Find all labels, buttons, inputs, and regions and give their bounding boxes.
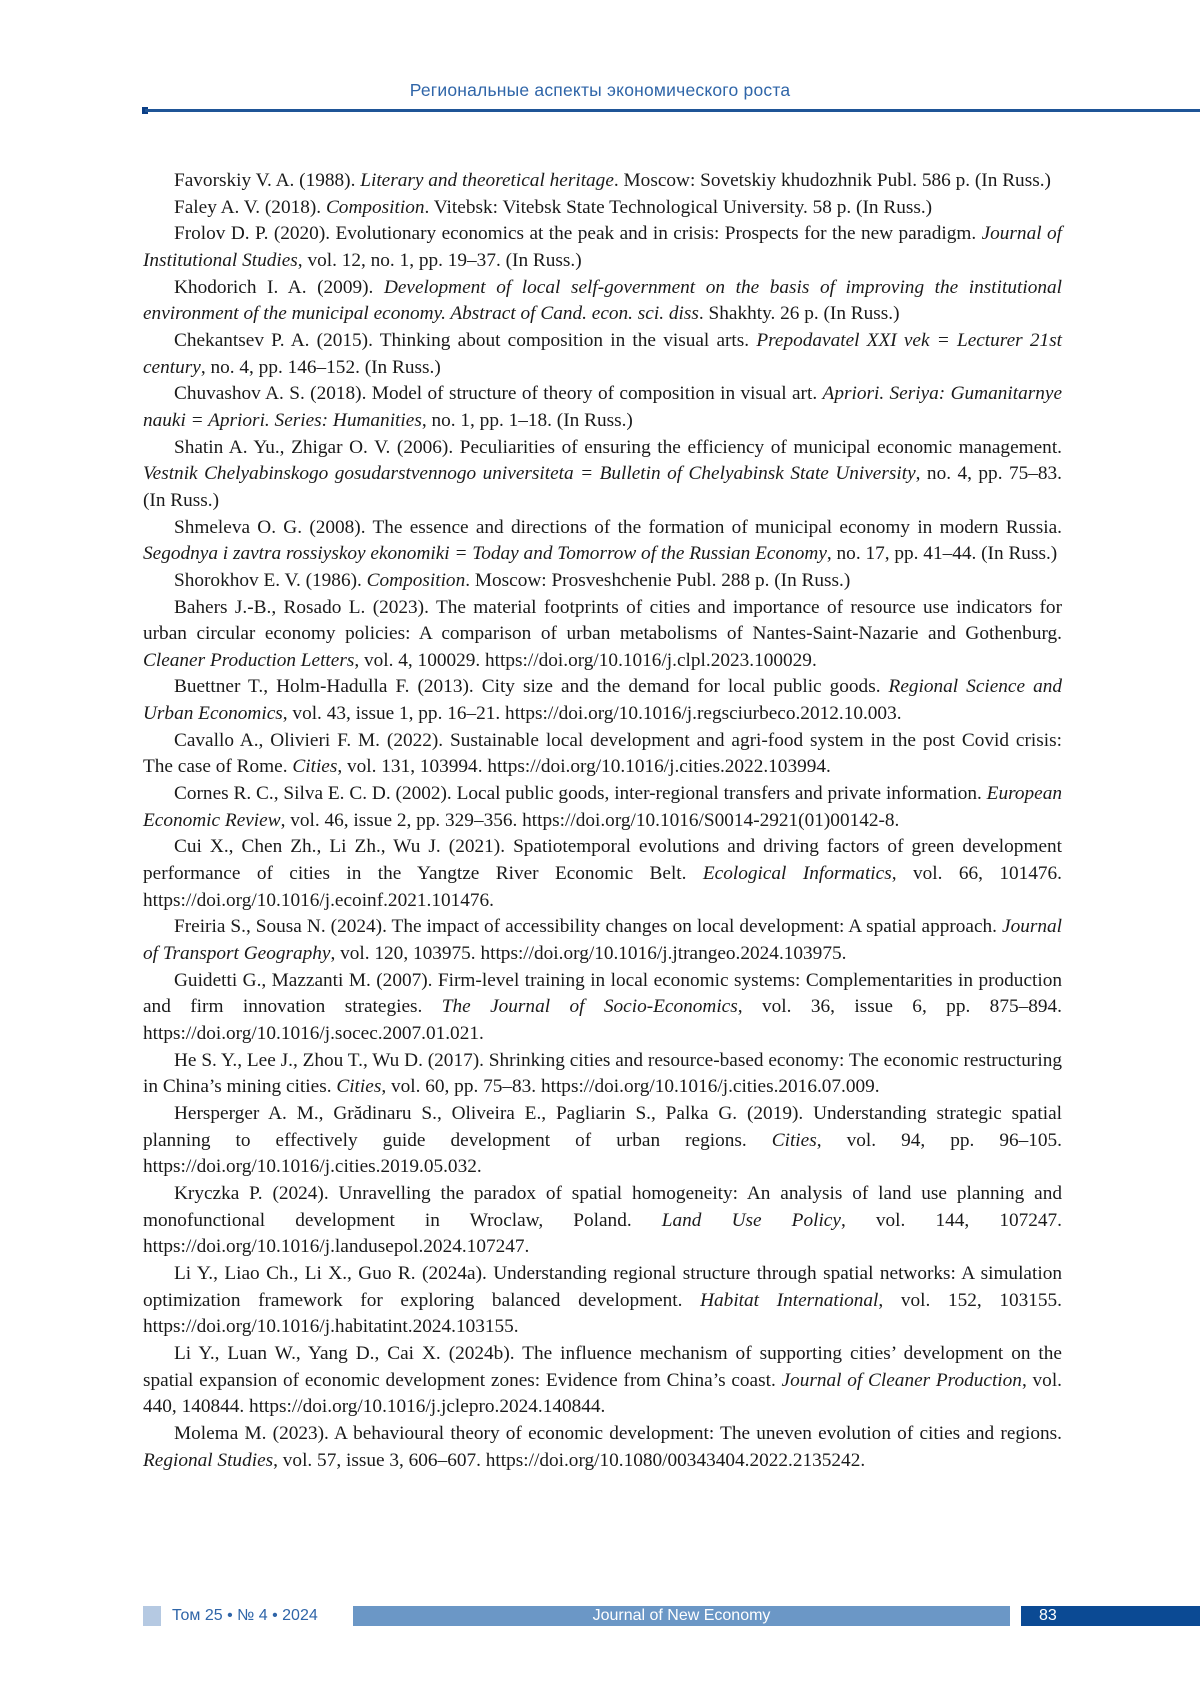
reference-text: , vol. 120, 103975. https://doi.org/10.1016/j.jtrangeo.2024.103975.	[330, 943, 847, 965]
reference-entry	[143, 195, 1062, 222]
reference-title: Journal of Cleaner Production	[781, 1369, 1022, 1391]
reference-title: Regional Studies	[143, 1449, 274, 1471]
reference-text: , vol. 36, issue 6, pp. 875–894. https://doi.org/10.1016/j.socec.2007.01.021.	[143, 996, 1062, 1044]
reference-text: Chuvashov A. S. (2018). Model of structure of theory of composition in visual art.	[174, 383, 823, 405]
reference-text: , vol. 12, no. 1, pp. 19–37. (In Russ.)	[297, 249, 582, 271]
reference-entry	[143, 221, 1062, 274]
reference-entry	[143, 1101, 1062, 1181]
page-number: 83	[1021, 1606, 1200, 1626]
reference-text: Hersperger A. M., Grădinaru S., Oliveira E., Pagliarin S., Palka G. (2019). Understanding strategic spatial planning to effectively guide development of urban regions.	[143, 1102, 1062, 1151]
reference-title: Journal of Institutional Studies	[143, 223, 1062, 271]
reference-text: , no. 17, pp. 41–44. (In Russ.)	[826, 543, 1058, 565]
reference-entry	[143, 1048, 1062, 1101]
reference-title: Journal of Transport Geography	[143, 916, 1062, 965]
reference-text: , vol. 60, pp. 75–83. https://doi.org/10.1016/j.cities.2016.07.009.	[381, 1076, 880, 1098]
header-rule	[145, 109, 1200, 112]
reference-text: , no. 4, pp. 146–152. (In Russ.)	[200, 356, 441, 378]
reference-text: Shatin A. Yu., Zhigar O. V. (2006). Peculiarities of ensuring the efficiency of municipal economic management.	[174, 436, 1062, 458]
reference-title: Prepodavatel XXI vek = Lecturer 21st century	[143, 329, 1063, 378]
reference-entry	[143, 435, 1062, 515]
reference-title: Cleaner Production Letters	[143, 649, 355, 671]
reference-entry	[143, 381, 1062, 434]
reference-entry	[143, 674, 1062, 727]
reference-title: Apriori. Seriya: Gumanitarnye nauki = Apriori. Series: Humanities	[143, 383, 1063, 431]
reference-title: Land Use Policy	[661, 1209, 841, 1231]
reference-text: Cornes R. C., Silva E. C. D. (2002). Local public goods, inter-regional transfers and private information.	[174, 783, 987, 805]
reference-entry	[143, 781, 1062, 834]
reference-title: Cities	[336, 1076, 382, 1098]
journal-name: Journal of New Economy	[353, 1606, 1010, 1626]
reference-text: , vol. 94, pp. 96–105. https://doi.org/10.1016/j.cities.2019.05.032.	[143, 1129, 1062, 1178]
reference-text: , vol. 152, 103155. https://doi.org/10.1016/j.habitatint.2024.103155.	[143, 1289, 1062, 1338]
reference-text: , vol. 46, issue 2, pp. 329–356. https://doi.org/10.1016/S0014-2921(01)00142-8.	[280, 809, 900, 831]
reference-title: Cities	[292, 756, 338, 778]
reference-entry	[143, 1421, 1062, 1474]
reference-text: Cui X., Chen Zh., Li Zh., Wu J. (2021). Spatiotemporal evolutions and driving factors of green development performance of cities in the Yangtze River Economic Belt.	[143, 836, 1062, 885]
reference-text: Li Y., Luan W., Yang D., Cai X. (2024b). The influence mechanism of supporting cities’ development on the spatial expansion of economic development zones: Evidence from China’s coast.	[143, 1342, 1062, 1391]
reference-entry	[143, 515, 1062, 568]
reference-text: Frolov D. P. (2020). Evolutionary economics at the peak and in crisis: Prospects for the new paradigm.	[174, 223, 982, 245]
reference-entry	[143, 568, 1062, 595]
reference-title: Regional Science and Urban Economics	[143, 676, 1062, 725]
reference-entry	[143, 328, 1062, 381]
reference-title: European Economic Review	[143, 783, 1062, 831]
reference-text: , no. 1, pp. 1–18. (In Russ.)	[421, 409, 633, 431]
reference-title: Composition	[366, 569, 466, 591]
reference-entry	[143, 1341, 1062, 1421]
reference-entry	[143, 1261, 1062, 1341]
reference-list	[143, 168, 1062, 1474]
reference-text: , vol. 131, 103994. https://doi.org/10.1016/j.cities.2022.103994.	[337, 756, 831, 778]
reference-title: Vestnik Chelyabinskogo gosudarstvennogo universiteta = Bulletin of Chelyabinsk State University	[143, 463, 916, 485]
reference-text: Buettner T., Holm-Hadulla F. (2013). City size and the demand for local public goods.	[174, 676, 889, 698]
section-title: Региональные аспекты экономического роста	[409, 80, 791, 100]
reference-text: Bahers J.-B., Rosado L. (2023). The material footprints of cities and importance of resource use indicators for urban circular economy policies: A comparison of urban metabolisms of Nantes-Saint-Nazarie and Gothenburg.	[143, 596, 1062, 645]
reference-title: Segodnya i zavtra rossiyskoy ekonomiki = Today and Tomorrow of the Russian Economy	[143, 543, 827, 565]
reference-text: . Shakhty. 26 p. (In Russ.)	[698, 303, 900, 325]
reference-text: Shmeleva O. G. (2008). The essence and directions of the formation of municipal economy in modern Russia.	[174, 516, 1062, 538]
reference-entry	[143, 914, 1062, 967]
reference-text: , vol. 144, 107247. https://doi.org/10.1016/j.landusepol.2024.107247.	[143, 1209, 1062, 1258]
reference-entry	[143, 595, 1062, 675]
reference-text: , no. 4, pp. 75–83. (In Russ.)	[143, 463, 1063, 511]
reference-text: . Vitebsk: Vitebsk State Technological University. 58 p. (In Russ.)	[424, 196, 933, 218]
reference-title: Ecological Informatics	[702, 863, 892, 885]
reference-text: Khodorich I. A. (2009).	[174, 276, 384, 298]
reference-entry	[143, 168, 1062, 195]
reference-text: Guidetti G., Mazzanti M. (2007). Firm-level training in local economic systems: Complementarities in production and firm innovation strategies.	[143, 969, 1062, 1018]
footer-marker	[143, 1606, 161, 1626]
reference-text: . Moscow: Sovetskiy khudozhnik Publ. 586 p. (In Russ.)	[613, 170, 1051, 191]
reference-text: , vol. 66, 101476. https://doi.org/10.1016/j.ecoinf.2021.101476.	[143, 863, 1062, 911]
reference-title: Cities	[771, 1129, 817, 1151]
reference-entry	[143, 728, 1062, 781]
reference-title: Composition	[325, 196, 425, 218]
reference-text: , vol. 57, issue 3, 606–607. https://doi.org/10.1080/00343404.2022.2135242.	[273, 1449, 866, 1471]
reference-title: Habitat International	[700, 1289, 879, 1311]
reference-text: Molema M. (2023). A behavioural theory of economic development: The uneven evolution of cities and regions.	[174, 1422, 1062, 1444]
volume-issue: Том 25 • № 4 • 2024	[172, 1607, 318, 1624]
reference-text: Favorskiy V. A. (1988).	[174, 170, 361, 191]
reference-text: Cavallo A., Olivieri F. M. (2022). Sustainable local development and agri-food system in the post Covid crisis: The case of Rome.	[143, 729, 1062, 778]
reference-text: Shorokhov E. V. (1986).	[174, 569, 367, 591]
reference-text: Kryczka P. (2024). Unravelling the paradox of spatial homogeneity: An analysis of land use planning and monofunctional development in Wroclaw, Poland.	[143, 1182, 1062, 1231]
reference-text: He S. Y., Lee J., Zhou T., Wu D. (2017). Shrinking cities and resource-based economy: The economic restructuring in China’s mining cities.	[143, 1049, 1062, 1098]
reference-text: Freiria S., Sousa N. (2024). The impact of accessibility changes on local development: A spatial approach.	[174, 916, 1003, 938]
reference-entry	[143, 968, 1062, 1048]
reference-entry	[143, 1181, 1062, 1261]
reference-text: Chekantsev P. A. (2015). Thinking about composition in the visual arts.	[174, 329, 757, 351]
reference-text: Faley A. V. (2018).	[174, 196, 326, 218]
reference-text: . Moscow: Prosveshchenie Publ. 288 p. (In Russ.)	[465, 569, 851, 591]
reference-entry	[143, 834, 1062, 914]
reference-title: Development of local self-government on the basis of improving the institutional environment of the municipal economy. Abstract of Cand. econ. sci. diss	[143, 276, 1063, 325]
reference-text: Li Y., Liao Ch., Li X., Guo R. (2024a). Understanding regional structure through spatial networks: A simulation optimization framework for exploring balanced development.	[143, 1262, 1062, 1311]
reference-text: , vol. 440, 140844. https://doi.org/10.1016/j.jclepro.2024.140844.	[143, 1369, 1062, 1418]
reference-title: The Journal of Socio-Economics	[441, 996, 738, 1018]
reference-text: , vol. 4, 100029. https://doi.org/10.1016/j.clpl.2023.100029.	[354, 649, 817, 671]
reference-entry	[143, 275, 1062, 328]
reference-text: , vol. 43, issue 1, pp. 16–21. https://doi.org/10.1016/j.regsciurbeco.2012.10.003.	[282, 703, 902, 725]
reference-title: Literary and theoretical heritage	[360, 170, 614, 191]
